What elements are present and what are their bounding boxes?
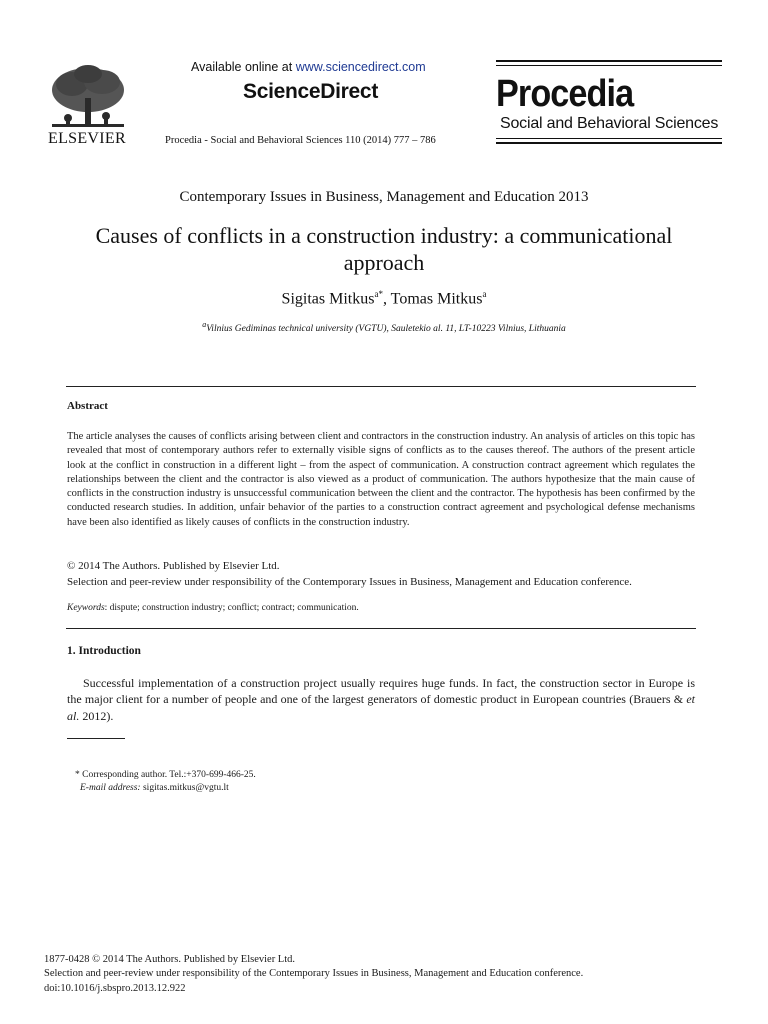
email-label: E-mail address: bbox=[80, 783, 141, 793]
procedia-title: Procedia bbox=[496, 73, 634, 115]
author-separator: , bbox=[382, 290, 391, 308]
author-2-sup: a bbox=[482, 289, 487, 299]
available-online-line bbox=[191, 60, 426, 74]
procedia-subtitle: Social and Behavioral Sciences bbox=[500, 115, 719, 132]
sciencedirect-link[interactable]: www.sciencedirect.com bbox=[295, 60, 426, 74]
intro-paragraph bbox=[67, 675, 695, 724]
author-1: Sigitas Mitkus bbox=[281, 290, 375, 308]
intro-text-italic: et al. bbox=[67, 692, 695, 723]
abstract-copyright: © 2014 The Authors. Published by Elsevier Ltd. bbox=[67, 560, 280, 572]
sciencedirect-logo: ScienceDirect bbox=[243, 80, 379, 103]
keywords bbox=[67, 603, 359, 613]
procedia-logo bbox=[496, 60, 722, 146]
footer-selection: Selection and peer-review under responsibility of the Contemporary Issues in Business, Management and Education conference. bbox=[44, 968, 584, 979]
intro-text-main: Successful implementation of a construction project usually requires huge funds. In fact, the construction sector in Europe is the major client for a number of people and one of the largest generators of domestic product in European countries (Brauers & bbox=[67, 676, 695, 707]
email-line bbox=[80, 783, 229, 793]
elsevier-wordmark: ELSEVIER bbox=[48, 130, 126, 147]
abstract-selection: Selection and peer-review under responsibility of the Contemporary Issues in Business, Management and Education conference. bbox=[67, 576, 632, 588]
abstract-text: The article analyses the causes of conflicts arising between client and contractors in the construction industry. An analysis of articles on this topic has revealed that most of contemporary authors refer to externally visible signs of conflicts as to the causes thereof. The authors of the present article look at the conflict in construction in a different light – from the aspect of communication. A construction contract agreement which regulates the relationships between the client and the contractor is also viewed as a product of communication. The authors hypothesize that the main cause of conflicts in the construction industry is unsuccessful communication between the client and the contractor. The hypothesis has been confirmed by the conducted research studies. In addition, unfair behavior of the parties to a construction contract agreement and psychological defense mechanisms have been also identified as likely causes of conflicts in the construction industry. bbox=[67, 431, 695, 528]
title-line-2: approach bbox=[343, 250, 425, 275]
footer-doi[interactable]: doi:10.1016/j.sbspro.2013.12.922 bbox=[44, 983, 186, 994]
intro-text-end: 2012). bbox=[79, 708, 114, 723]
author-list bbox=[0, 289, 768, 308]
intro-heading: 1. Introduction bbox=[67, 645, 141, 657]
footer-issn: 1877-0428 © 2014 The Authors. Published by Elsevier Ltd. bbox=[44, 954, 296, 965]
corresponding-author: * Corresponding author. Tel.:+370-699-466-25. bbox=[75, 770, 256, 780]
keywords-label: Keywords bbox=[67, 603, 105, 613]
divider-bottom bbox=[66, 628, 696, 629]
email-address[interactable]: sigitas.mitkus@vgtu.lt bbox=[140, 783, 229, 793]
author-1-sup: a* bbox=[374, 289, 383, 299]
keywords-list: : dispute; construction industry; conflict; contract; communication. bbox=[104, 603, 359, 613]
affiliation-sup: a bbox=[202, 320, 207, 329]
available-prefix: Available online at bbox=[191, 60, 296, 74]
abstract-heading: Abstract bbox=[67, 400, 108, 412]
affiliation bbox=[0, 320, 768, 334]
conference-name: Contemporary Issues in Business, Management and Education 2013 bbox=[179, 189, 589, 205]
article-title bbox=[60, 222, 708, 276]
divider-top bbox=[66, 386, 696, 387]
affiliation-text: Vilnius Gediminas technical university (VGTU), Sauletekio al. 11, LT-10223 Vilnius, Lithuania bbox=[206, 324, 566, 335]
journal-reference: Procedia - Social and Behavioral Sciences 110 (2014) 777 – 786 bbox=[165, 135, 436, 146]
title-line-1: Causes of conflicts in a construction industry: a communicational bbox=[95, 223, 673, 248]
footnote-rule bbox=[67, 738, 125, 739]
author-2: Tomas Mitkus bbox=[390, 290, 483, 308]
